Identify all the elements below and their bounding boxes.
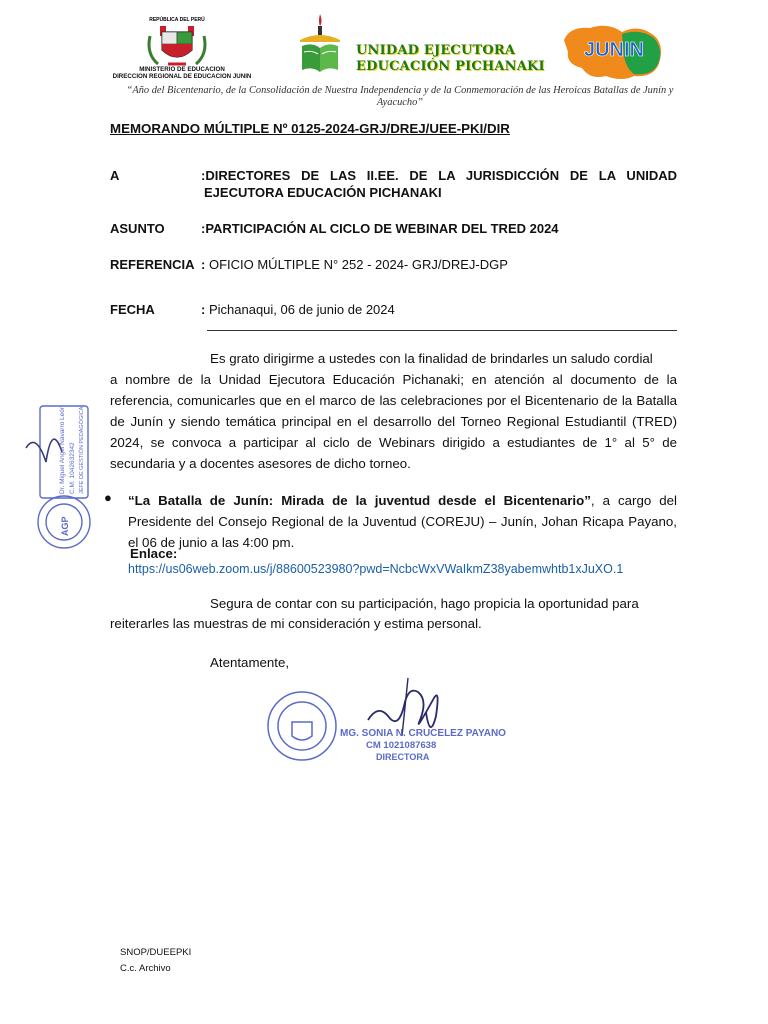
- ue-title-line1: UNIDAD EJECUTORA: [356, 43, 516, 58]
- to-label: A: [110, 168, 120, 183]
- date-text: Pichanaqui, 06 de junio de 2024: [208, 302, 395, 317]
- reference-label: REFERENCIA: [110, 257, 195, 272]
- paragraph-2-second-line: reiterarles las muestras de mi consideración y estima personal.: [110, 616, 482, 631]
- footer-copy-note: C.c. Archivo: [120, 963, 171, 974]
- subject-value: :PARTICIPACIÓN AL CICLO DE WEBINAR DEL TRED 2024: [201, 221, 559, 236]
- side-stamp-name: Dr. Miguel Angel Navarro León: [59, 405, 66, 494]
- ue-title-line2: EDUCACIÓN PICHANAKI: [356, 59, 545, 74]
- paragraph-1-first-line: Es grato dirigirme a ustedes con la finalidad de brindarles un saludo cordial: [210, 351, 653, 366]
- side-approval-stamp: [18, 402, 100, 552]
- signer-name: MG. SONIA N. CRUCELEZ PAYANO: [340, 728, 506, 739]
- header-divider: [207, 330, 677, 331]
- webinar-details: , a cargo del Presidente del Consejo Regional de la Juventud (COREJU) – Junín, Johan Ricapa Payano, el 06 de junio a las 4:00 pm.: [128, 493, 677, 550]
- crest-caption: [92, 66, 272, 81]
- date-colon: :: [201, 302, 206, 317]
- closing-text: Atentamente,: [210, 655, 290, 670]
- junin-region-logo: [560, 20, 670, 84]
- footer-reference-code: SNOP/DUEEPKI: [120, 947, 192, 958]
- ministry-name: MINISTERIO DE EDUCACION: [139, 66, 225, 73]
- year-motto: “Año del Bicentenario, de la Consolidación de Nuestra Independencia y de la Conmemoración de las Heroicas Batallas de Junín y Ayacucho”: [126, 85, 674, 109]
- reference-colon: :: [201, 257, 206, 272]
- bullet-icon: ●: [104, 490, 112, 505]
- link-label: Enlace:: [130, 546, 178, 561]
- signer-cm: CM 1021087638: [366, 740, 437, 751]
- side-stamp-cm: C.M. 1042632342: [69, 442, 76, 494]
- side-stamp-role: JEFE DE GESTIÓN PEDAGÓGICA: [79, 406, 85, 494]
- regional-direction-name: DIRECCION REGIONAL DE EDUCACION JUNIN: [112, 73, 252, 81]
- side-stamp-code: AGP: [60, 516, 70, 536]
- reference-text: OFICIO MÚLTIPLE N° 252 - 2024- GRJ/DREJ-DGP: [208, 257, 508, 272]
- junin-logo-text: JUNIN: [583, 39, 645, 61]
- crest-top-caption: REPÚBLICA DEL PERÚ: [149, 17, 205, 23]
- unidad-ejecutora-title: [356, 43, 545, 75]
- webinar-bullet: [128, 490, 677, 553]
- paragraph-2-first-line: Segura de contar con su participación, hago propicia la oportunidad para: [210, 596, 639, 611]
- paragraph-1-body: a nombre de la Unidad Ejecutora Educación Pichanaki; en atención al documento de la referencia, comunicarles que en el marco de las celebraciones por el Bicentenario de la Batalla de Junín y siendo temática principal en el desarrollo del Torneo Regional Estudiantil (TRED) 2024, se convoca a participar al ciclo de Webinars dirigido a estudiantes de 1° al 5° de secundaria y a docentes asesores de dicho torneo.: [110, 372, 677, 471]
- zoom-link[interactable]: https://us06web.zoom.us/j/88600523980?pwd=NcbcWxVWaIkmZ38yabemwhtb1xJuXO.1: [128, 562, 624, 576]
- to-value-line1: :DIRECTORES DE LAS II.EE. DE LA JURISDICCIÓN DE LA UNIDAD: [201, 168, 677, 183]
- reference-value: [201, 257, 508, 272]
- webinar-title: “La Batalla de Junín: Mirada de la juventud desde el Bicentenario”: [128, 493, 591, 508]
- signer-role: DIRECTORA: [376, 752, 430, 762]
- subject-label: ASUNTO: [110, 221, 165, 236]
- date-label: FECHA: [110, 302, 155, 317]
- date-value: [201, 302, 395, 317]
- memo-number-title: MEMORANDO MÚLTIPLE Nº 0125-2024-GRJ/DREJ/UEE-PKI/DIR: [110, 121, 510, 136]
- signature-stamp: [258, 676, 506, 772]
- to-value-line2: EJECUTORA EDUCACIÓN PICHANAKI: [204, 185, 442, 200]
